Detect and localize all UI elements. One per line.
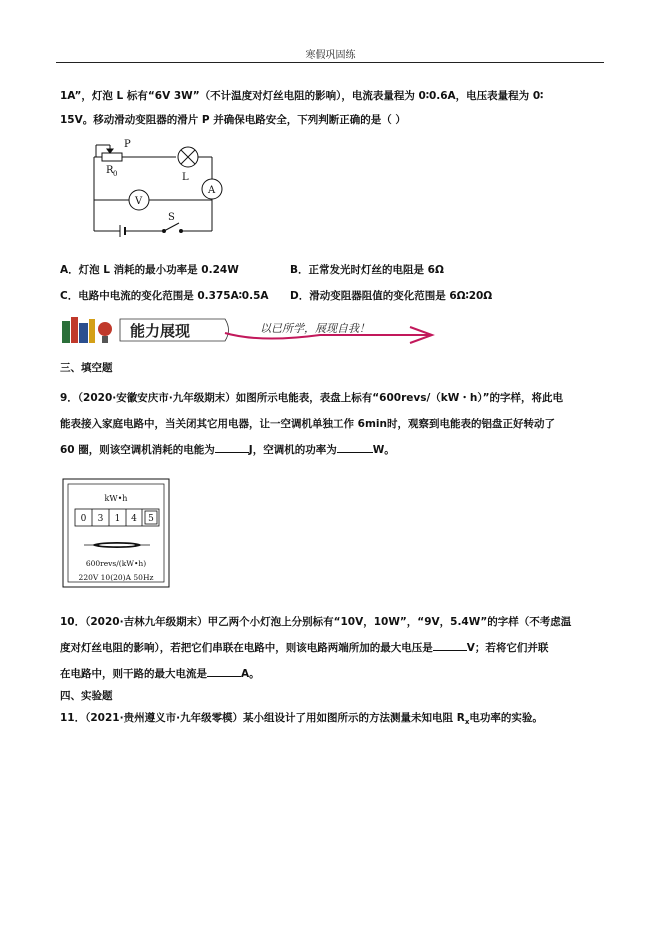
meter-digit-4: 4	[131, 514, 137, 524]
q8-option-c: C．电路中电流的变化范围是 0.375A∶0.5A	[60, 290, 269, 302]
q9-blank-power[interactable]	[337, 442, 373, 453]
meter-spec: 220V 10(20)A 50Hz	[78, 573, 154, 582]
q8-line-1: 1A”，灯泡 L 标有“6V 3W”（不计温度对灯丝电阻的影响），电流表量程为 0∶0.6A，电压表量程为 0∶	[60, 90, 544, 102]
energy-meter-figure	[62, 478, 172, 590]
meter-revs: 600revs/(kW•h)	[85, 559, 147, 568]
q10-line-3: 在电路中，则干路的最大电流是 A。	[60, 668, 260, 680]
q10-line-2: 度对灯丝电阻的影响），若把它们串联在电路中，则该电路两端所加的最大电压是 V；若将它们并联	[60, 642, 549, 654]
section-4-title: 四、实验题	[60, 690, 113, 702]
q9-line-1: 9．（2020·安徽安庆市·九年级期末）如图所示电能表，表盘上标有“600revs/（kW・h）”的字样，将此电	[60, 392, 563, 404]
circuit-diagram	[84, 135, 234, 245]
label-p: P	[124, 139, 131, 150]
q8-option-b: B．正常发光时灯丝的电阻是 6Ω	[290, 264, 444, 276]
q10-line-1: 10．（2020·吉林九年级期末）甲乙两个小灯泡上分别标有“10V，10W”，“9V，5.4W”的字样（不考虑温	[60, 616, 572, 628]
q9-line-2: 能表接入家庭电路中，当关闭其它用电器，让一空调机单独工作 6min时，观察到电能表的铝盘正好转动了	[60, 418, 555, 430]
header-rule	[56, 62, 604, 63]
banner-title: 能力展现	[130, 322, 191, 340]
q11-line-1: 11．（2021·贵州遵义市·九年级零模）某小组设计了用如图所示的方法测量未知电阻 $R_x$电功率的实验。	[60, 712, 543, 727]
label-v: V	[135, 196, 143, 207]
banner-slogan: 以已所学，展现自我！	[260, 322, 370, 335]
switch-s	[164, 223, 179, 231]
meter-digit-1: 0	[80, 514, 87, 524]
label-l: L	[182, 172, 189, 183]
meter-digit-2: 3	[97, 514, 104, 524]
q9-blank-energy[interactable]	[215, 442, 249, 453]
q9-line-3: 60 圈，则该空调机消耗的电能为 J，空调机的功率为 W。	[60, 444, 395, 456]
books-icon	[62, 317, 112, 343]
q10-blank-current[interactable]	[207, 666, 241, 677]
q8-option-a: A．灯泡 L 消耗的最小功率是 0.24W	[60, 264, 239, 276]
meter-unit: kW•h	[104, 494, 128, 503]
rheostat-r0	[102, 153, 122, 161]
label-r0-sub: 0	[113, 170, 118, 178]
q8-option-d: D．滑动变阻器阻值的变化范围是 6Ω∶20Ω	[290, 290, 493, 302]
meter-digit-5: 5	[148, 514, 154, 524]
section-3-title: 三、填空题	[60, 362, 113, 374]
ability-banner	[60, 313, 440, 347]
label-a: A	[208, 185, 216, 196]
label-s: S	[168, 212, 175, 223]
page-header-title: 寒假巩固练	[305, 50, 356, 61]
meter-digit-3: 1	[114, 514, 121, 524]
q8-line-2: 15V。移动滑动变阻器的滑片 P 并确保电路安全，下列判断正确的是（ ）	[60, 114, 406, 126]
label-r0: R	[106, 165, 114, 176]
q10-blank-voltage[interactable]	[433, 640, 467, 651]
